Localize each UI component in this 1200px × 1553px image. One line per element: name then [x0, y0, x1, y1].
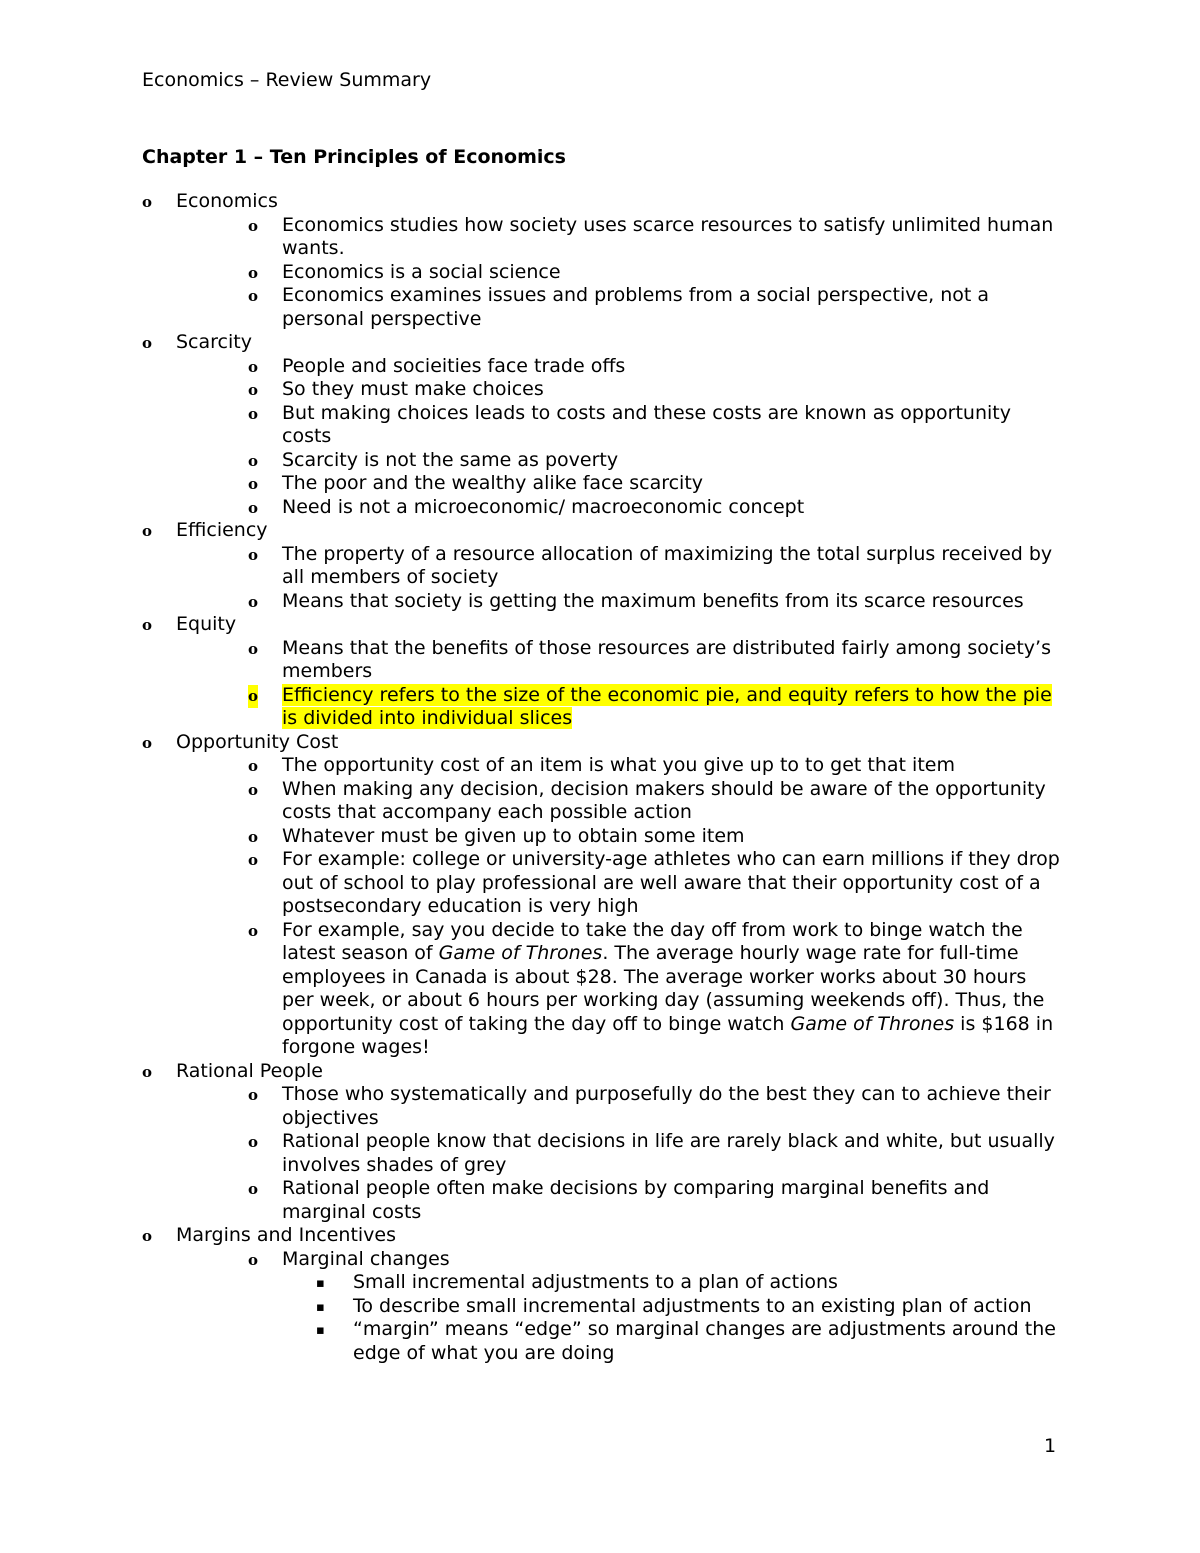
list-item-text: Whatever must be given up to obtain some item [282, 824, 745, 847]
square-bullet-icon: ▪ [316, 1276, 325, 1291]
list-item [142, 496, 1062, 520]
list-item-text: The poor and the wealthy alike face scarcity [282, 472, 704, 494]
example-text-part1: For example, say you decide to take the day off from work to binge watch the latest season of [282, 918, 1023, 964]
list-item [142, 825, 1062, 849]
sub-list-item-text: Small incremental adjustments to a plan of actions [353, 1271, 838, 1293]
sub-list-item [142, 1318, 1062, 1365]
list-item-text: Rational people often make decisions by comparing marginal benefits and marginal costs [282, 1177, 990, 1223]
highlighted-list-item [142, 684, 1062, 731]
list-item-text: Scarcity is not the same as poverty [282, 448, 619, 471]
list-item-text: The opportunity cost of an item is what you give up to to get that item [282, 754, 955, 776]
bullet-icon: o [248, 498, 259, 517]
list-item [142, 284, 1062, 331]
bullet-icon: o [248, 475, 259, 493]
highlighted-text: Efficiency refers to the size of the economic pie, and equity refers to how the pie is divided into individual slices [282, 683, 1052, 729]
bullet-icon: o [248, 757, 259, 775]
document-header: Economics – Review Summary [142, 69, 432, 91]
list-item [142, 848, 1062, 919]
chapter-title: Chapter 1 – Ten Principles of Economics [142, 146, 566, 168]
bullet-icon: o [248, 381, 259, 399]
list-item [142, 543, 1062, 590]
list-item-text: Economics studies how society uses scarce resources to satisfy unlimited human wants. [282, 213, 1054, 259]
sub-list-item [142, 1295, 1062, 1319]
list-item-text: Means that society is getting the maximum benefits from its scarce resources [282, 589, 1024, 612]
example-text-part3: is $168 in forgone wages! [282, 1012, 1054, 1058]
list-item [142, 449, 1062, 473]
bullet-icon: o [248, 639, 259, 658]
list-item-text: Marginal changes [282, 1247, 450, 1270]
page-number: 1 [1044, 1435, 1057, 1457]
list-item-text: Means that the benefits of those resources are distributed fairly among society’s members [282, 636, 1051, 682]
bullet-icon: o [248, 1250, 259, 1269]
list-item-text: The property of a resource allocation of maximizing the total surplus received by all members of society [282, 542, 1053, 588]
bullet-icon: o [142, 334, 153, 352]
bullet-icon: o [142, 522, 153, 540]
italic-title: Game of Thrones [790, 1012, 955, 1035]
section-heading [142, 731, 1062, 755]
bullet-icon: o [248, 263, 259, 282]
section-heading-text: Margins and Incentives [176, 1224, 397, 1246]
bullet-icon: o [142, 193, 153, 211]
list-item-text: Economics examines issues and problems from a social perspective, not a personal perspective [282, 284, 990, 330]
section-heading [142, 190, 1062, 214]
list-item [142, 355, 1062, 379]
bullet-icon: o [142, 1062, 153, 1081]
bullet-icon: o [248, 216, 259, 235]
bullet-icon: o [248, 1133, 259, 1151]
section-heading [142, 613, 1062, 637]
bullet-icon: o [248, 451, 259, 470]
bullet-icon: o [248, 1180, 259, 1198]
bullet-icon: o [248, 545, 259, 564]
bullet-icon: o [142, 616, 153, 634]
bullet-icon: o [248, 780, 259, 799]
square-bullet-icon: ▪ [316, 1299, 325, 1315]
list-item [142, 778, 1062, 825]
list-item-text: Economics is a social science [282, 260, 561, 283]
list-item [142, 1083, 1062, 1130]
section-heading-text: Efficiency [176, 519, 268, 541]
list-item [142, 378, 1062, 402]
bullet-icon: o [248, 685, 258, 709]
bullet-icon: o [248, 827, 259, 846]
sub-list-item-text: To describe small incremental adjustments to an existing plan of action [353, 1294, 1032, 1317]
section-heading-text: Scarcity [176, 331, 252, 353]
bullet-icon: o [248, 851, 259, 869]
sub-list-item [142, 1271, 1062, 1295]
list-item [142, 590, 1062, 614]
list-item-text: People and socieities face trade offs [282, 354, 626, 377]
sub-list-item-text: “margin” means “edge” so marginal changes are adjustments around the edge of what you are doing [353, 1318, 1056, 1364]
list-item-text: So they must make choices [282, 378, 544, 400]
list-item [142, 214, 1062, 261]
bullet-icon: o [248, 404, 259, 423]
list-item [142, 472, 1062, 496]
list-item-text: Rational people know that decisions in life are rarely black and white, but usually involves shades of grey [282, 1130, 1055, 1176]
bullet-icon: o [248, 1086, 259, 1104]
bullet-icon: o [248, 921, 259, 940]
section-heading-text: Economics [176, 190, 278, 212]
section-heading-text: Equity [176, 613, 237, 635]
bullet-icon: o [248, 287, 259, 305]
bullet-icon: o [142, 1227, 153, 1245]
square-bullet-icon: ▪ [316, 1323, 325, 1338]
bullet-icon: o [142, 733, 153, 752]
bullet-icon: o [248, 357, 259, 376]
list-item [142, 1177, 1062, 1224]
outline-list [142, 190, 1062, 1365]
section-heading-text: Rational People [176, 1059, 323, 1082]
list-item [142, 402, 1062, 449]
list-item [142, 1130, 1062, 1177]
section-heading [142, 331, 1062, 355]
bullet-icon: o [248, 592, 259, 611]
section-heading-text: Opportunity Cost [176, 730, 339, 753]
list-item-text: When making any decision, decision makers should be aware of the opportunity costs that accompany each possible action [282, 777, 1046, 823]
section-heading [142, 1060, 1062, 1084]
list-item [142, 919, 1062, 1060]
section-heading [142, 519, 1062, 543]
list-item [142, 754, 1062, 778]
list-item-text: For example: college or university-age athletes who can earn millions if they drop out of school to play professional are well aware that their opportunity cost of a postsecondary education is very high [282, 848, 1060, 917]
list-item [142, 637, 1062, 684]
list-item-text: Need is not a microeconomic/ macroeconomic concept [282, 495, 805, 518]
list-item-text: Those who systematically and purposefully do the best they can to achieve their objectives [282, 1083, 1051, 1129]
example-text-part2: . The average hourly wage rate for full-time employees in Canada is about $28. The average worker works about 30 hours per week, or about 6 hours per working day (assuming weekends off). Thus, the opportunity cost of taking the day off to binge watch [282, 942, 1045, 1035]
italic-title: Game of Thrones [438, 942, 603, 964]
section-heading [142, 1224, 1062, 1248]
list-item [142, 261, 1062, 285]
list-item [142, 1248, 1062, 1272]
list-item-text: But making choices leads to costs and these costs are known as opportunity costs [282, 401, 1011, 447]
